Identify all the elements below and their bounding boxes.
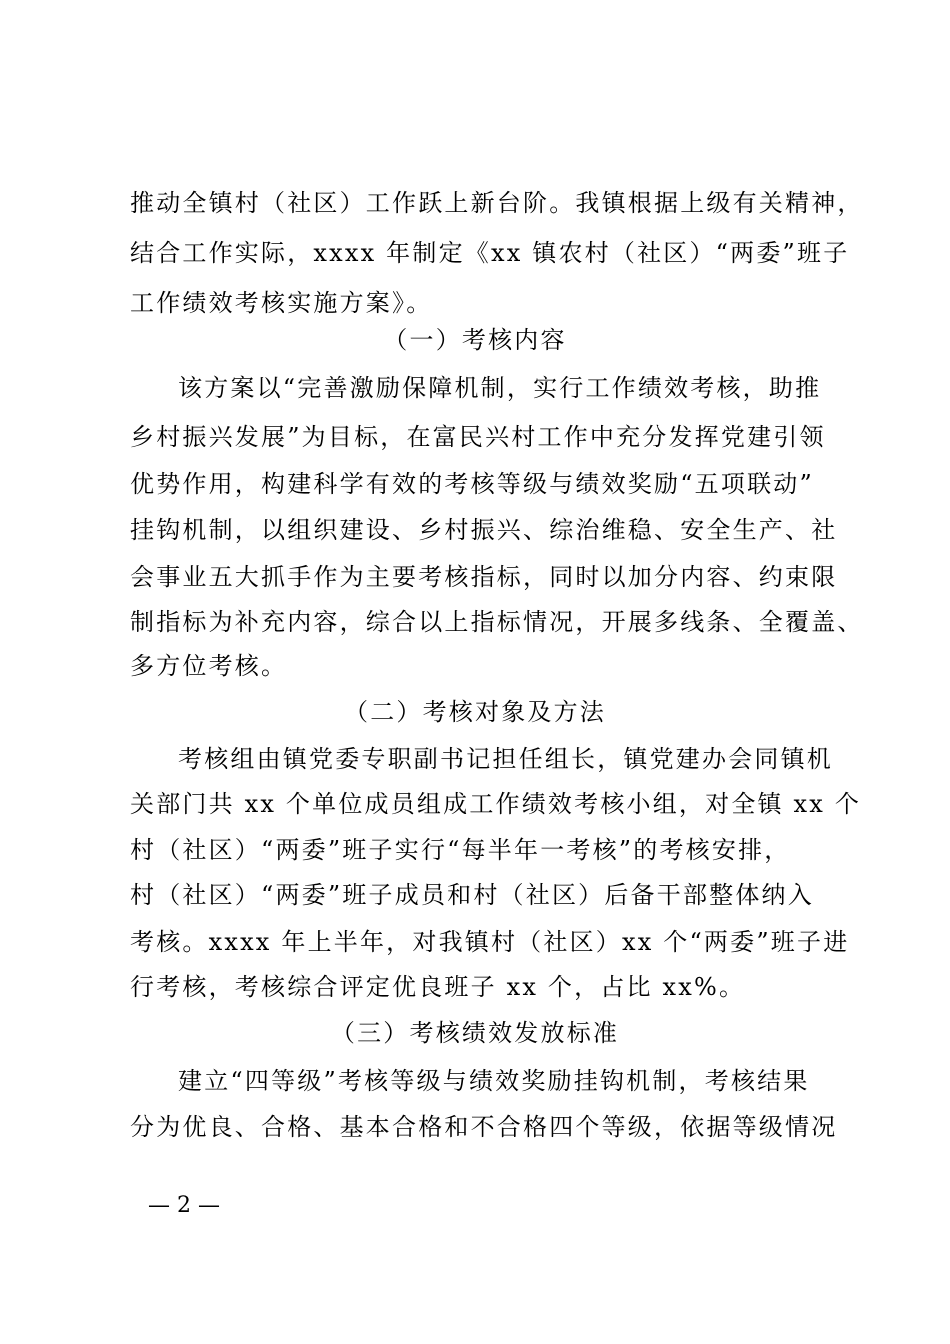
paragraph-line: 结合工作实际，xxxx 年制定《xx 镇农村（社区）“两委”班子 bbox=[130, 239, 850, 267]
paragraph-line: 推动全镇村（社区）工作跃上新台阶。我镇根据上级有关精神， bbox=[130, 189, 864, 217]
section-heading-targets-methods: （二）考核对象及方法 bbox=[344, 698, 606, 726]
page-number: — 2 — bbox=[148, 1193, 220, 1218]
paragraph-line: 分为优良、合格、基本合格和不合格四个等级，依据等级情况 bbox=[130, 1113, 838, 1141]
paragraph-line: 工作绩效考核实施方案》。 bbox=[130, 289, 433, 317]
paragraph-line: 多方位考核。 bbox=[130, 652, 288, 680]
section-heading-content: （一）考核内容 bbox=[383, 326, 567, 354]
section-heading-payment-standard: （三）考核绩效发放标准 bbox=[330, 1019, 620, 1047]
paragraph-line: 村（社区）“两委”班子成员和村（社区）后备干部整体纳入 bbox=[130, 881, 814, 909]
paragraph-line: 乡村振兴发展”为目标，在富民兴村工作中充分发挥党建引领 bbox=[130, 423, 826, 451]
paragraph-line: 该方案以“完善激励保障机制，实行工作绩效考核，助推 bbox=[178, 374, 822, 402]
paragraph-line: 行考核，考核综合评定优良班子 xx 个，占比 xx%。 bbox=[130, 973, 746, 1001]
paragraph-line: 考核。xxxx 年上半年，对我镇村（社区）xx 个“两委”班子进 bbox=[130, 928, 850, 956]
paragraph-line: 优势作用，构建科学有效的考核等级与绩效奖励“五项联动” bbox=[130, 470, 814, 498]
paragraph-line: 会事业五大抓手作为主要考核指标，同时以加分内容、约束限 bbox=[130, 563, 838, 591]
paragraph-line: 制指标为补充内容，综合以上指标情况，开展多线条、全覆盖、 bbox=[130, 608, 864, 636]
paragraph-line: 村（社区）“两委”班子实行“每半年一考核”的考核安排， bbox=[130, 836, 791, 864]
paragraph-line: 建立“四等级”考核等级与绩效奖励挂钩机制，考核结果 bbox=[178, 1067, 810, 1095]
paragraph-line: 考核组由镇党委专职副书记担任组长，镇党建办会同镇机 bbox=[178, 745, 833, 773]
paragraph-line: 挂钩机制，以组织建设、乡村振兴、综治维稳、安全生产、社 bbox=[130, 516, 838, 544]
paragraph-line: 关部门共 xx 个单位成员组成工作绩效考核小组，对全镇 xx 个 bbox=[130, 790, 862, 818]
